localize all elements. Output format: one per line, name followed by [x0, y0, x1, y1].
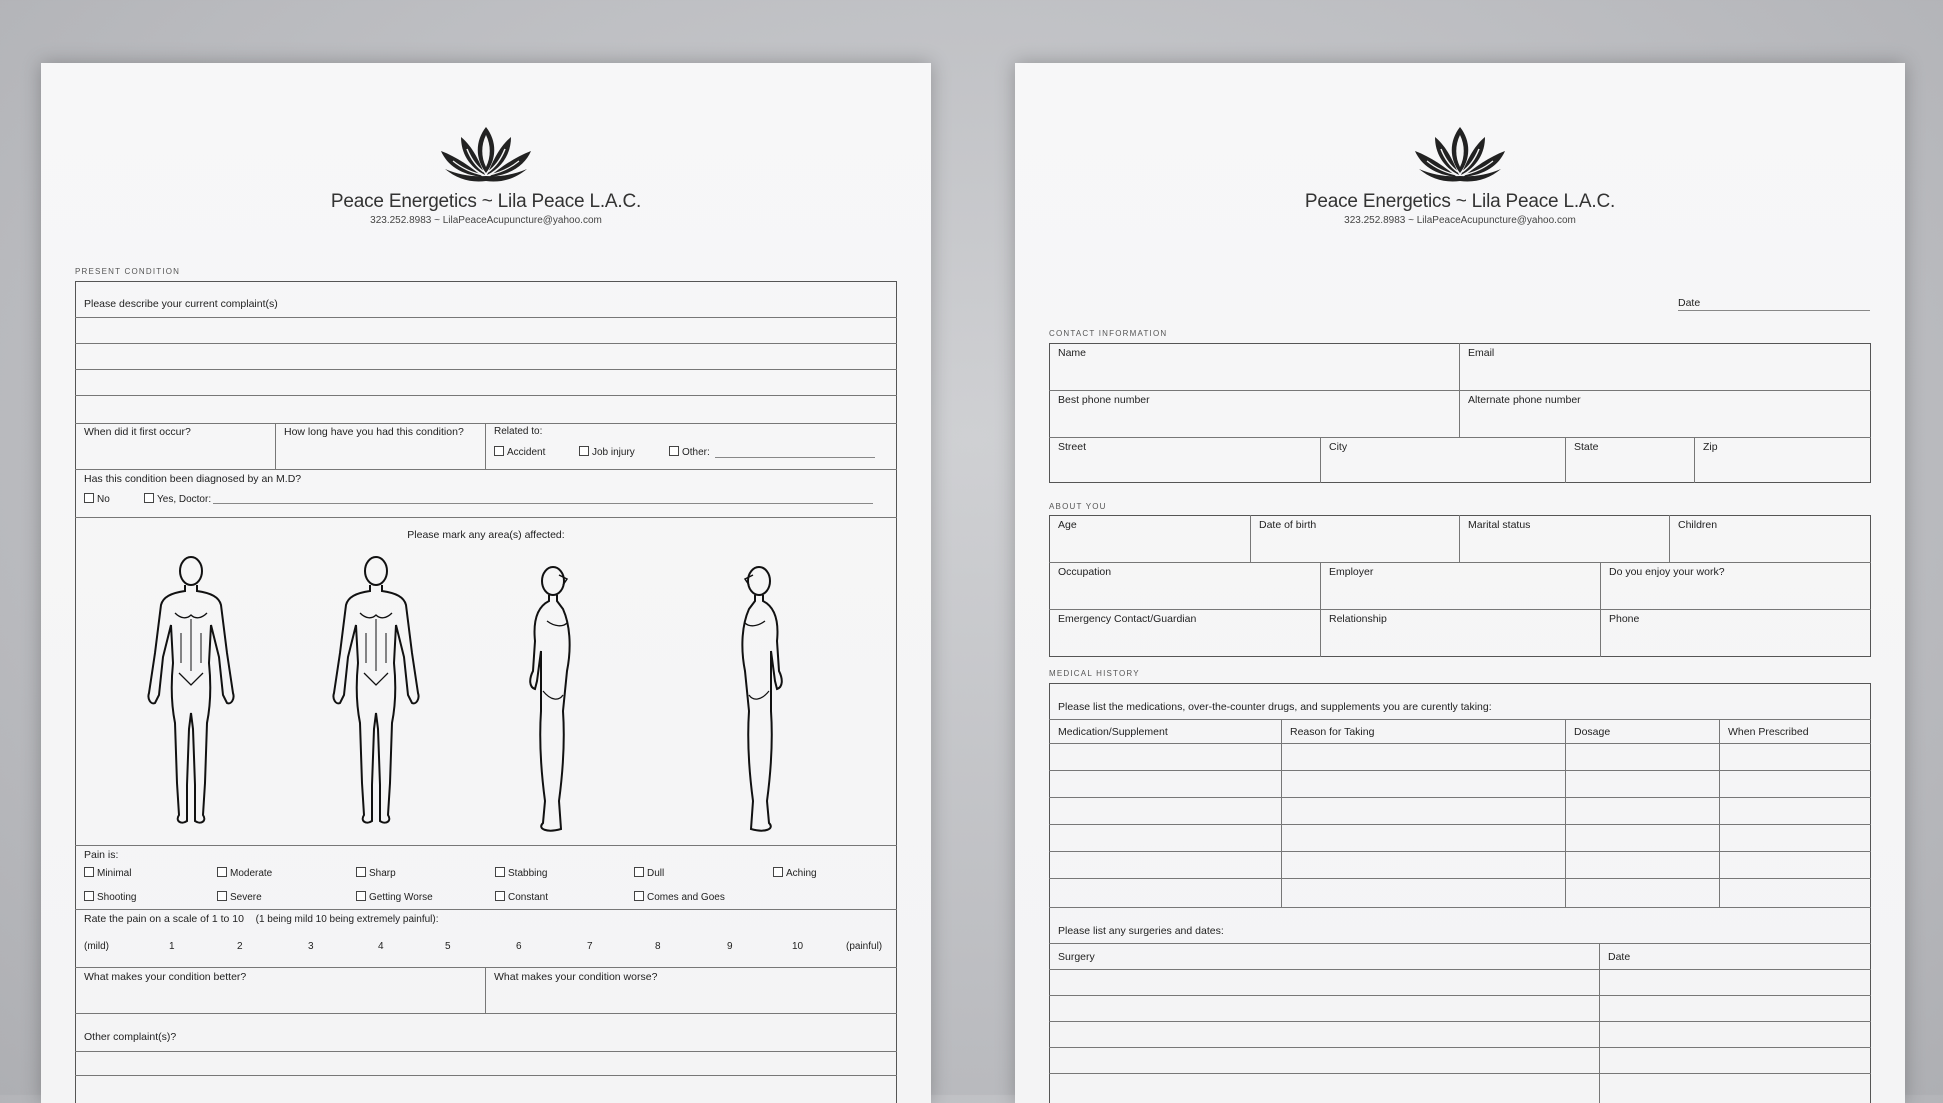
lotus-logo-icon — [1405, 119, 1515, 185]
mark-area-label: Please mark any area(s) affected: — [407, 529, 565, 541]
diagnosed-label: Has this condition been diagnosed by an M.D? — [84, 473, 302, 485]
pain-stabbing[interactable]: Stabbing — [495, 867, 547, 879]
scale-5[interactable]: 5 — [445, 941, 451, 952]
med-col-dosage: Dosage — [1574, 726, 1611, 738]
surgery-row[interactable] — [1049, 995, 1871, 996]
name-field[interactable]: Name — [1058, 347, 1087, 359]
related-to-label: Related to: — [494, 426, 543, 437]
email-field[interactable]: Email — [1468, 347, 1495, 359]
better-label: What makes your condition better? — [84, 971, 247, 983]
pain-comes-and-goes[interactable]: Comes and Goes — [634, 891, 725, 903]
checkbox[interactable] — [495, 867, 505, 877]
age-field[interactable]: Age — [1058, 519, 1077, 531]
checkbox[interactable] — [144, 493, 154, 503]
practice-contact: 323.252.8983 ~ LilaPeaceAcupuncture@yahoo.com — [1344, 215, 1576, 226]
pain-severe[interactable]: Severe — [217, 891, 262, 903]
about-you-box — [1049, 515, 1871, 657]
practice-name: Peace Energetics ~ Lila Peace L.A.C. — [1304, 191, 1616, 212]
pain-is-label: Pain is: — [84, 849, 119, 861]
medication-row[interactable] — [1049, 878, 1871, 879]
medication-row[interactable] — [1049, 770, 1871, 771]
phone-field[interactable]: Phone — [1609, 613, 1640, 625]
section-present-condition: PRESENT CONDITION — [75, 267, 181, 276]
alt-phone-field[interactable]: Alternate phone number — [1468, 394, 1581, 406]
checkbox[interactable] — [217, 867, 227, 877]
practice-contact: 323.252.8983 ~ LilaPeaceAcupuncture@yahoo.com — [370, 215, 602, 226]
surgery-row[interactable] — [1049, 1021, 1871, 1022]
checkbox[interactable] — [634, 867, 644, 877]
practice-name: Peace Energetics ~ Lila Peace L.A.C. — [330, 191, 642, 212]
intake-form-page-1 — [41, 63, 931, 1103]
scale-2[interactable]: 2 — [237, 941, 243, 952]
diagnosed-yes[interactable]: Yes, Doctor: — [144, 493, 211, 505]
checkbox[interactable] — [356, 891, 366, 901]
checkbox[interactable] — [579, 446, 589, 456]
scale-10[interactable]: 10 — [792, 941, 804, 952]
other-complaints-label: Other complaint(s)? — [84, 1031, 177, 1043]
checkbox[interactable] — [84, 493, 94, 503]
complaint-line[interactable] — [75, 395, 897, 396]
pain-shooting[interactable]: Shooting — [84, 891, 136, 903]
surgeries-prompt: Please list any surgeries and dates: — [1058, 925, 1224, 937]
body-front-figure[interactable] — [141, 553, 241, 831]
checkbox[interactable] — [669, 446, 679, 456]
body-left-side-figure[interactable] — [725, 561, 805, 839]
contact-info-box — [1049, 343, 1871, 483]
medications-prompt: Please list the medications, over-the-counter drugs, and supplements you are curently taking: — [1058, 701, 1492, 713]
pain-moderate[interactable]: Moderate — [217, 867, 272, 879]
scale-1[interactable]: 1 — [169, 941, 175, 952]
pain-dull[interactable]: Dull — [634, 867, 664, 879]
med-col-when-prescribed: When Prescribed — [1728, 726, 1809, 738]
relationship-field[interactable]: Relationship — [1329, 613, 1387, 625]
pain-sharp[interactable]: Sharp — [356, 867, 396, 879]
children-field[interactable]: Children — [1678, 519, 1718, 531]
med-col-medication: Medication/Supplement — [1058, 726, 1168, 738]
state-field[interactable]: State — [1574, 441, 1599, 453]
city-field[interactable]: City — [1329, 441, 1348, 453]
checkbox[interactable] — [84, 867, 94, 877]
surgery-col-date: Date — [1608, 951, 1631, 963]
scale-mild: (mild) — [84, 941, 109, 952]
related-other-line[interactable] — [715, 457, 875, 458]
dob-field[interactable]: Date of birth — [1259, 519, 1317, 531]
intake-form-page-2 — [1015, 63, 1905, 1103]
enjoy-work-field[interactable]: Do you enjoy your work? — [1609, 566, 1725, 578]
section-medical-history: MEDICAL HISTORY — [1049, 669, 1140, 678]
related-accident[interactable]: Accident — [494, 446, 545, 458]
complaint-line[interactable] — [75, 369, 897, 370]
street-field[interactable]: Street — [1058, 441, 1087, 453]
scale-9[interactable]: 9 — [727, 941, 733, 952]
date-label: Date — [1678, 297, 1701, 309]
employer-field[interactable]: Employer — [1329, 566, 1374, 578]
complaint-line[interactable] — [75, 343, 897, 344]
surgery-col-surgery: Surgery — [1058, 951, 1095, 963]
zip-field[interactable]: Zip — [1703, 441, 1718, 453]
surgery-row[interactable] — [1049, 1073, 1871, 1074]
medication-row[interactable] — [1049, 851, 1871, 852]
occupation-field[interactable]: Occupation — [1058, 566, 1112, 578]
marital-status-field[interactable]: Marital status — [1468, 519, 1531, 531]
related-job-injury[interactable]: Job injury — [579, 446, 635, 458]
pain-getting-worse[interactable]: Getting Worse — [356, 891, 433, 903]
scale-6[interactable]: 6 — [516, 941, 522, 952]
medical-history-box — [1049, 683, 1871, 1103]
surgery-row[interactable] — [1049, 1047, 1871, 1048]
scale-4[interactable]: 4 — [378, 941, 384, 952]
medication-row[interactable] — [1049, 824, 1871, 825]
checkbox[interactable] — [356, 867, 366, 877]
scale-8[interactable]: 8 — [655, 941, 661, 952]
doctor-name-line[interactable] — [213, 503, 873, 504]
body-right-side-figure[interactable] — [507, 561, 587, 839]
section-about-you: ABOUT YOU — [1049, 502, 1107, 511]
lotus-logo-icon — [431, 119, 541, 185]
scale-3[interactable]: 3 — [308, 941, 314, 952]
related-other[interactable]: Other: — [669, 446, 710, 458]
checkbox[interactable] — [84, 891, 94, 901]
how-long-label: How long have you had this condition? — [284, 426, 464, 438]
pain-aching[interactable]: Aching — [773, 867, 817, 879]
checkbox[interactable] — [773, 867, 783, 877]
checkbox[interactable] — [634, 891, 644, 901]
emergency-contact-field[interactable]: Emergency Contact/Guardian — [1058, 613, 1197, 625]
checkbox[interactable] — [494, 446, 504, 456]
section-contact-information: CONTACT INFORMATION — [1049, 329, 1168, 338]
medication-row[interactable] — [1049, 797, 1871, 798]
diagnosed-no[interactable]: No — [84, 493, 110, 505]
body-back-figure[interactable] — [326, 553, 426, 831]
scale-painful: (painful) — [846, 941, 883, 952]
med-col-reason: Reason for Taking — [1290, 726, 1375, 738]
scale-7[interactable]: 7 — [587, 941, 593, 952]
other-complaint-line[interactable] — [75, 1075, 897, 1076]
checkbox[interactable] — [495, 891, 505, 901]
date-line[interactable] — [1678, 310, 1870, 311]
worse-label: What makes your condition worse? — [494, 971, 658, 983]
checkbox[interactable] — [217, 891, 227, 901]
pain-minimal[interactable]: Minimal — [84, 867, 131, 879]
complaint-label: Please describe your current complaint(s) — [84, 298, 278, 310]
rate-pain-label: Rate the pain on a scale of 1 to 10 (1 being mild 10 being extremely painful): — [84, 913, 439, 925]
pain-constant[interactable]: Constant — [495, 891, 548, 903]
best-phone-field[interactable]: Best phone number — [1058, 394, 1150, 406]
first-occur-label: When did it first occur? — [84, 426, 191, 438]
